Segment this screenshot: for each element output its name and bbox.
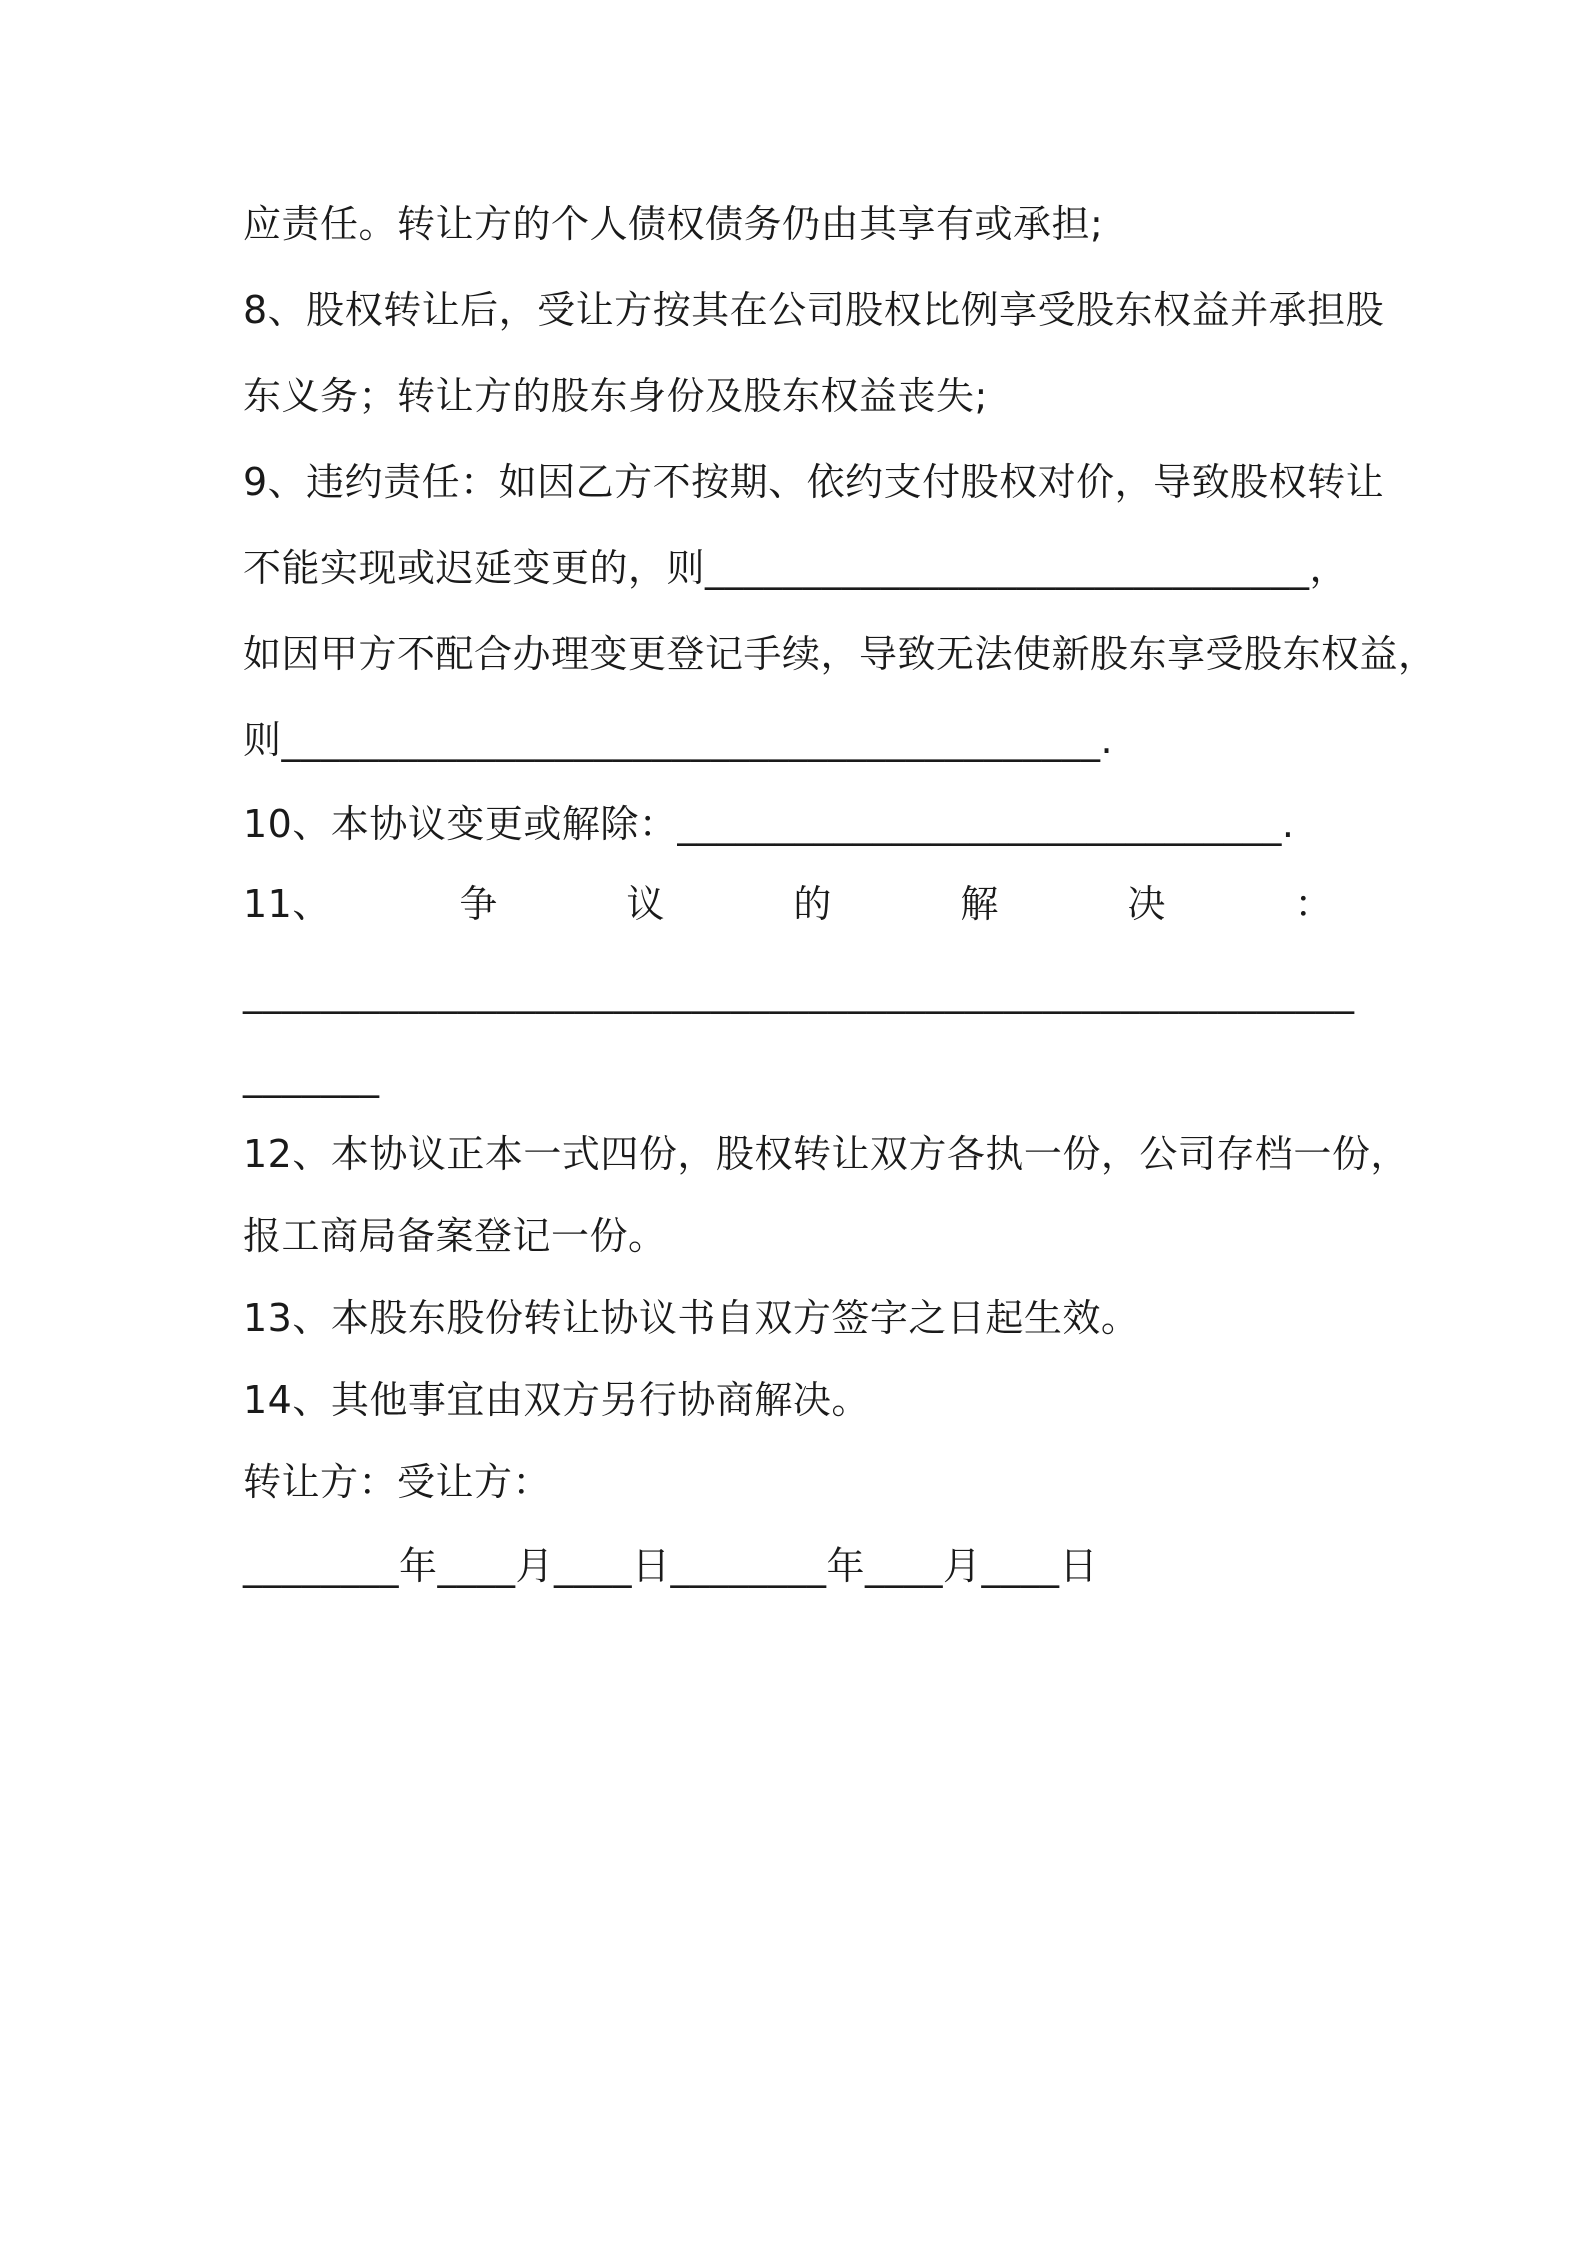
text-line-item-14: 14、其他事宜由双方另行协商解决。 [243,1378,870,1422]
text-line-item-8-cont: 东义务；转让方的股东身份及股东权益丧失; [243,374,988,418]
item-11-colon: ： [1294,882,1333,926]
item-11-char-2: 议 [626,882,665,926]
text-line-item-11-blank: _________________________________________________________ [243,970,1355,1014]
item-11-char-1: 争 [459,882,498,926]
text-line-item-9-cont3: 则__________________________________________. [243,718,1114,762]
text-line-responsibility: 应责任。转让方的个人债权债务仍由其享有或承担; [243,202,1104,246]
text-line-item-12-cont: 报工商局备案登记一份。 [243,1214,667,1258]
text-line-item-12: 12、本协议正本一式四份，股权转让双方各执一份，公司存档一份， [243,1132,1409,1176]
text-line-item-13: 13、本股东股份转让协议书自双方签字之日起生效。 [243,1296,1140,1340]
text-line-item-10: 10、本协议变更或解除：_______________________________. [243,802,1295,846]
text-line-item-11 [243,878,1333,930]
item-11-char-3: 的 [793,882,832,926]
item-11-number: 11、 [243,882,331,926]
text-line-item-9: 9、违约责任：如因乙方不按期、依约支付股权对价，导致股权转让 [243,460,1385,504]
text-line-item-9-cont: 不能实现或迟延变更的，则_______________________________， [243,546,1349,590]
item-11-char-5: 决 [1127,882,1166,926]
item-11-char-4: 解 [960,882,999,926]
text-line-dates: ________年____月____日________年____月____日 [243,1544,1099,1588]
text-line-parties: 转让方：受让方： [243,1460,552,1504]
text-line-item-9-cont2: 如因甲方不配合办理变更登记手续，导致无法使新股东享受股东权益， [243,632,1437,676]
text-line-item-8: 8、股权转让后，受让方按其在公司股权比例享受股东权益并承担股 [243,288,1385,332]
text-line-item-11-blank-cont: _______ [243,1054,380,1098]
